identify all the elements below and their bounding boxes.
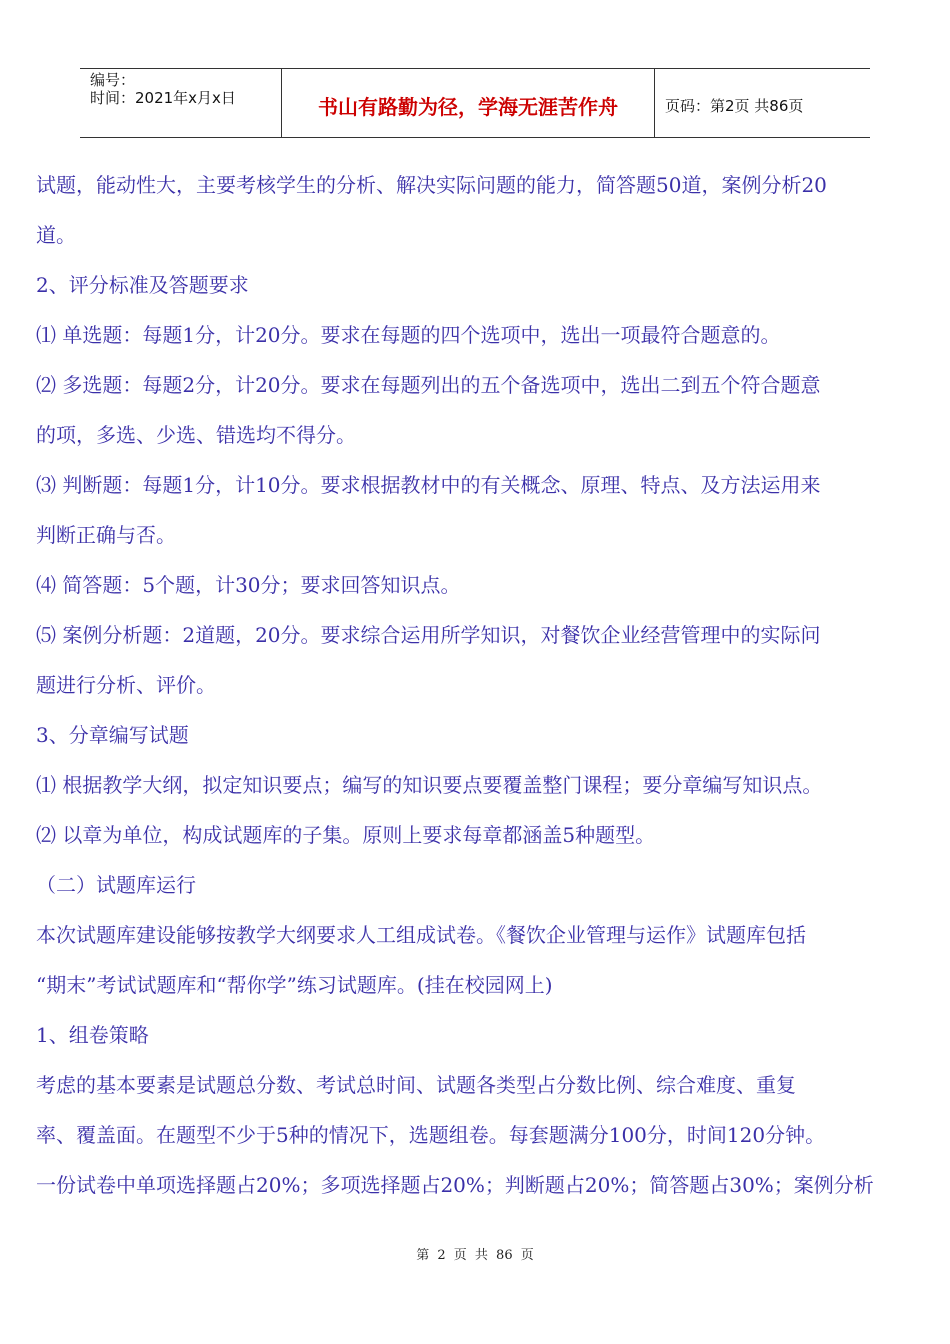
body-line: 题进行分析、评价。 — [36, 673, 216, 697]
body-line: ⑵ 多选题：每题2分，计20分。要求在每题列出的五个备选项中，选出二到五个符合题意 — [36, 373, 821, 397]
body-line: “期末”考试试题库和“帮你学”练习试题库。(挂在校园网上) — [36, 973, 553, 997]
body-line: ⑴ 根据教学大纲，拟定知识要点；编写的知识要点要覆盖整门课程；要分章编写知识点。 — [36, 773, 823, 797]
section-heading: 3、分章编写试题 — [36, 723, 189, 747]
body-line: ⑵ 以章为单位，构成试题库的子集。原则上要求每章都涵盖5种题型。 — [36, 823, 656, 847]
body-line: 判断正确与否。 — [36, 523, 176, 547]
section-heading: 1、组卷策略 — [36, 1023, 149, 1047]
section-heading: 2、评分标准及答题要求 — [36, 273, 249, 297]
header-page-number: 页码：第2页 共86页 — [665, 96, 804, 115]
body-line: ⑴ 单选题：每题1分，计20分。要求在每题的四个选项中，选出一项最符合题意的。 — [36, 323, 781, 347]
body-line: 一份试卷中单项选择题占20%；多项选择题占20%；判断题占20%；简答题占30%；案例分析 — [36, 1173, 874, 1197]
document-number-label: 编号： — [90, 71, 136, 89]
body-line: 本次试题库建设能够按教学大纲要求人工组成试卷。《餐饮企业管理与运作》试题库包括 — [36, 923, 806, 947]
body-line: 道。 — [36, 223, 76, 247]
page-footer: 第 2 页 共 86 页 — [416, 1248, 534, 1263]
header-motto: 书山有路勤为径，学海无涯苦作舟 — [281, 69, 655, 137]
body-line: 的项，多选、少选、错选均不得分。 — [36, 423, 356, 447]
page-header — [80, 68, 870, 138]
body-line: ⑸ 案例分析题：2道题，20分。要求综合运用所学知识，对餐饮企业经营管理中的实际问 — [36, 623, 821, 647]
body-line: 率、覆盖面。在题型不少于5种的情况下，选题组卷。每套题满分100分，时间120分钟。 — [36, 1123, 826, 1147]
document-body — [36, 160, 928, 1210]
section-heading: （二）试题库运行 — [36, 873, 196, 897]
body-line: 考虑的基本要素是试题总分数、考试总时间、试题各类型占分数比例、综合难度、重复 — [36, 1073, 796, 1097]
body-line: ⑶ 判断题：每题1分，计10分。要求根据教材中的有关概念、原理、特点、及方法运用来 — [36, 473, 821, 497]
body-line: ⑷ 简答题：5个题，计30分；要求回答知识点。 — [36, 573, 461, 597]
document-time-label: 时间：2021年x月x日 — [90, 89, 236, 107]
body-line: 试题，能动性大，主要考核学生的分析、解决实际问题的能力，简答题50道，案例分析20 — [36, 173, 827, 197]
header-meta — [80, 69, 281, 137]
